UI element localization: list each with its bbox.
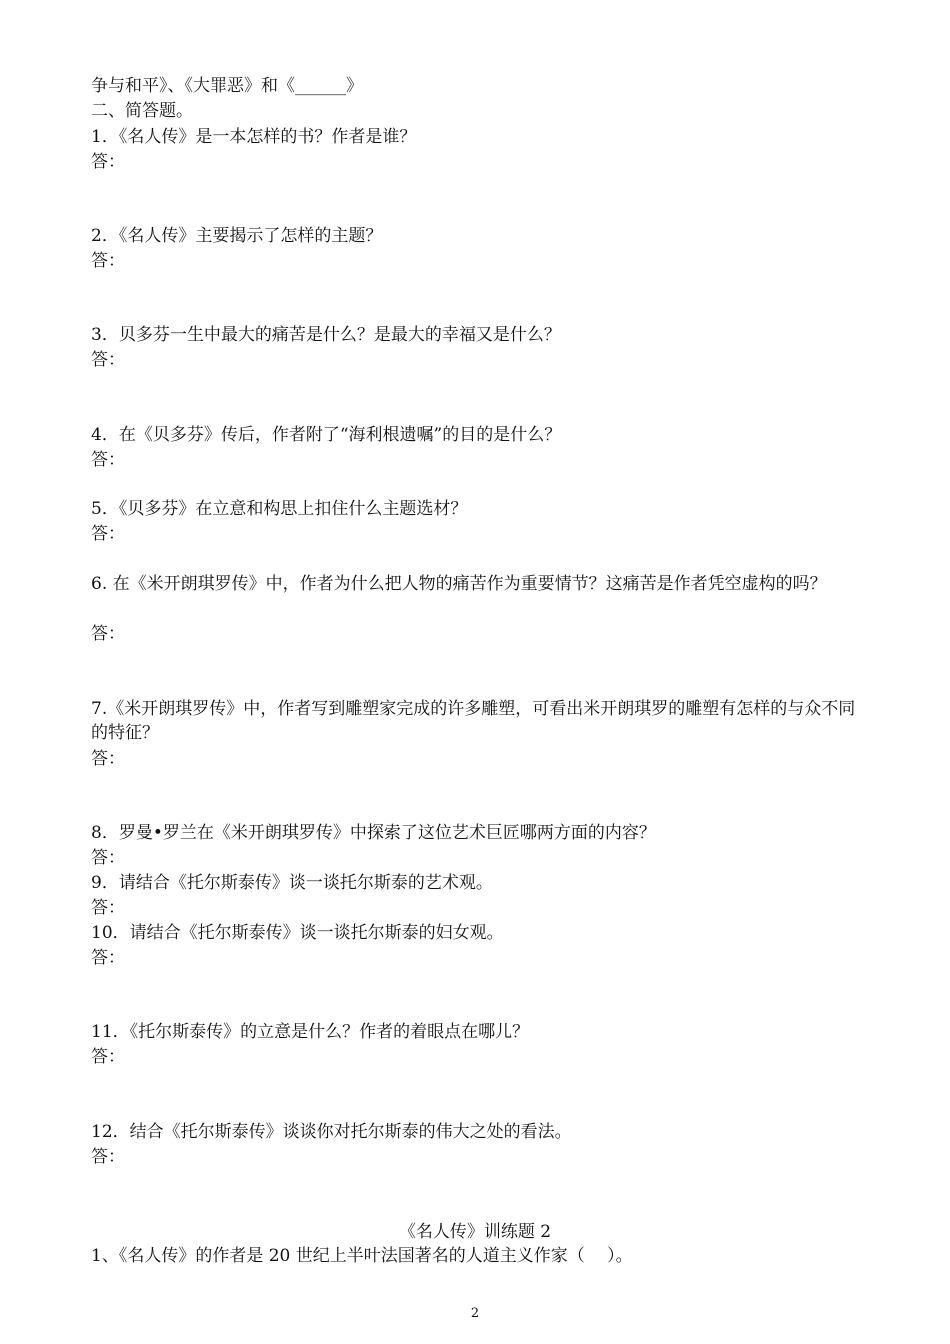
answer-label-10: 答： [91, 948, 125, 968]
answer-label-4: 答： [91, 450, 125, 470]
question-6: 6. 在《米开朗琪罗传》中，作者为什么把人物的痛苦作为重要情节？这痛苦是作者凭空虚构的吗？ [91, 574, 827, 594]
question-2: 2．《名人传》主要揭示了怎样的主题？ [91, 226, 383, 246]
answer-label-2: 答： [91, 251, 125, 271]
section-heading: 二、简答题。 [91, 101, 193, 121]
answer-label-6: 答： [91, 624, 125, 644]
question-10: 10．请结合《托尔斯泰传》谈一谈托尔斯泰的妇女观。 [91, 923, 504, 943]
answer-label-1: 答： [91, 152, 125, 172]
question-5: 5．《贝多芬》在立意和构思上扣住什么主题选材？ [91, 499, 468, 519]
answer-label-12: 答： [91, 1147, 125, 1167]
question-3: 3．贝多芬一生中最大的痛苦是什么？是最大的幸福又是什么？ [91, 325, 561, 345]
answer-label-9: 答： [91, 898, 125, 918]
question-11: 11．《托尔斯泰传》的立意是什么？作者的着眼点在哪儿？ [91, 1022, 530, 1042]
section2-question-1: 1、《名人传》的作者是 20 世纪上半叶法国著名的人道主义作家（ ）。 [91, 1246, 633, 1266]
question-4: 4．在《贝多芬》传后，作者附了“海利根遗嘱”的目的是什么？ [91, 425, 562, 445]
question-12: 12．结合《托尔斯泰传》谈谈你对托尔斯泰的伟大之处的看法。 [91, 1122, 572, 1142]
section2-title: 《名人传》训练题 2 [398, 1222, 552, 1242]
answer-label-3: 答： [91, 350, 125, 370]
answer-label-7: 答： [91, 749, 125, 769]
page-number: 2 [470, 1306, 480, 1321]
question-1: 1．《名人传》是一本怎样的书？作者是谁？ [91, 127, 417, 147]
top-line: 争与和平》、《大罪恶》和《______》 [91, 76, 363, 96]
question-9: 9．请结合《托尔斯泰传》谈一谈托尔斯泰的艺术观。 [91, 873, 493, 893]
question-7: 7.《米开朗琪罗传》中，作者写到雕塑家完成的许多雕塑，可看出米开朗琪罗的雕塑有怎样的与众不同的特征？ [91, 699, 856, 743]
answer-label-5: 答： [91, 524, 125, 544]
answer-label-8: 答： [91, 848, 125, 868]
answer-label-11: 答： [91, 1047, 125, 1067]
question-8: 8．罗曼•罗兰在《米开朗琪罗传》中探索了这位艺术巨匠哪两方面的内容？ [91, 823, 656, 843]
